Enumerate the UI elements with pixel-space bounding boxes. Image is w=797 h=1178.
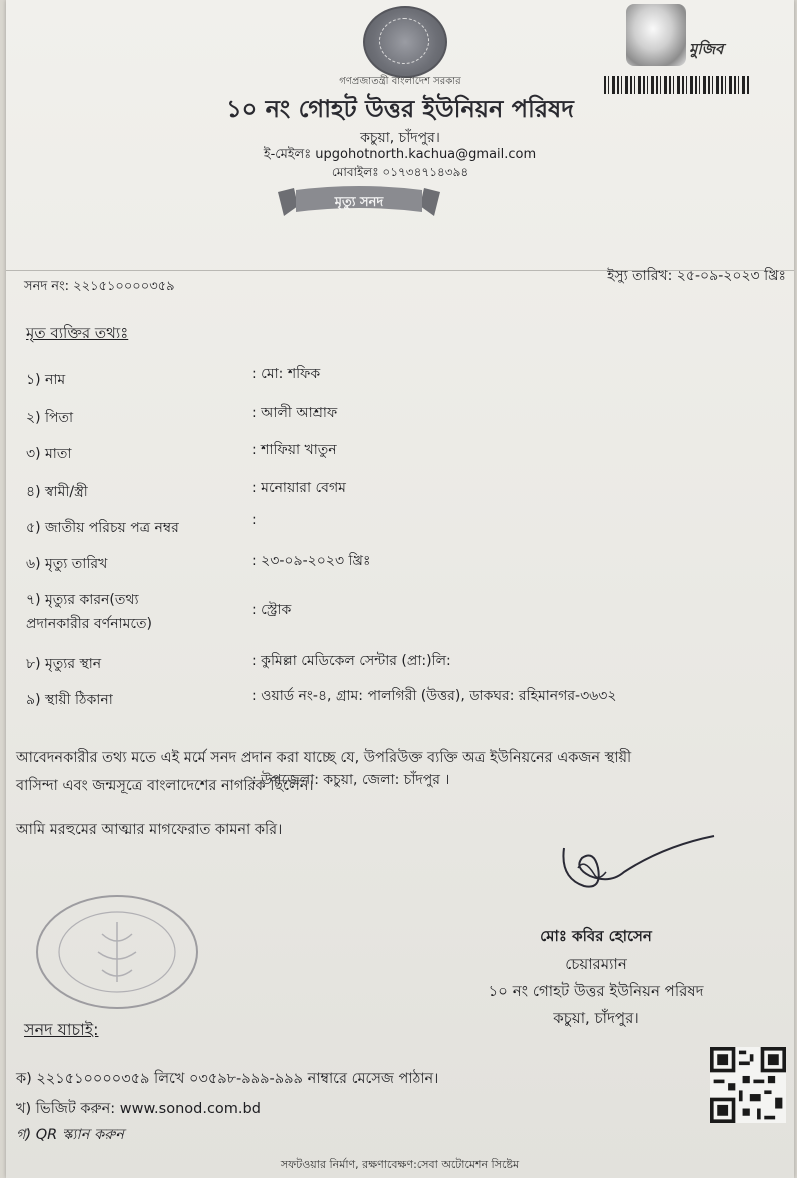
statement-line-1: আবেদনকারীর তথ্য মতে এই মর্মে সনদ প্রদান করা যাচ্ছে যে, উপরিউক্ত ব্যক্তি অত্র ইউনিয়নের একজন স্থায়ী — [16, 750, 632, 766]
field-label-name: ১) নাম — [26, 372, 66, 388]
chairman-location: কচুয়া, চাঁদপুর। — [553, 1009, 639, 1027]
certificate-paper — [6, 0, 794, 1178]
verify-website[interactable]: খ) ভিজিট করুন: www.sonod.com.bd — [16, 1101, 261, 1117]
chairman-title: চেয়ারম্যান — [565, 955, 627, 973]
chairman-name: মোঃ কবির হোসেন — [540, 927, 652, 945]
mujib-logo: মুজিব — [689, 40, 724, 58]
issue-date: ইস্যু তারিখ: ২৫-০৯-২০২৩ খ্রিঃ — [607, 268, 786, 284]
field-label-spouse: ৪) স্বামী/স্ত্রী — [26, 484, 88, 500]
deceased-section-title: মৃত ব্যক্তির তথ্যঃ — [26, 324, 129, 342]
field-value-spouse: : মনোয়ারা বেগম — [252, 480, 346, 496]
field-value-name: : মো: শফিক — [252, 366, 321, 382]
verification-title: সনদ যাচাই: — [24, 1020, 99, 1039]
field-label-death-date: ৬) মৃত্যু তারিখ — [26, 556, 108, 572]
government-emblem — [363, 6, 447, 78]
field-value-death-place: : কুমিল্লা মেডিকেল সেন্টার (প্রা:)লি: — [252, 653, 451, 669]
field-label-father: ২) পিতা — [26, 410, 74, 426]
council-location: কচুয়া, চাঁদপুর। — [360, 130, 440, 146]
field-label-cause-line2: প্রদানকারীর বর্ণনামতে) — [26, 616, 152, 632]
prayer-line: আমি মরহুমের আত্মার মাগফেরাত কামনা করি। — [16, 822, 283, 838]
council-mobile: মোবাইলঃ ০১৭৩৪৭১৪৩৯৪ — [331, 165, 469, 179]
field-label-cause: ৭) মৃত্যুর কারন(তথ্য — [26, 592, 139, 608]
council-email: ই-মেইলঃ upgohotnorth.kachua@gmail.com — [263, 147, 537, 162]
portrait-image — [626, 4, 686, 66]
software-footer: সফটওয়ার নির্মাণ, রক্ষণাবেক্ষণ:সেবা অটোমেশন সিষ্টেম — [280, 1158, 520, 1171]
verify-qr: গ) QR স্ক্যান করুন — [16, 1127, 124, 1143]
statement-line-2: বাসিন্দা এবং জন্মসূত্রে বাংলাদেশের নাগরিক ছিলেন। — [16, 778, 314, 794]
chairman-signature — [554, 828, 724, 898]
field-value-address-tail: : উপজেলা: কচুয়া, জেলা: চাঁদপুর । — [252, 772, 450, 788]
government-label: গণপ্রজাতন্ত্রী বাংলাদেশ সরকার — [339, 76, 461, 87]
field-value-address: : ওয়ার্ড নং-৪, গ্রাম: পালগিরী (উত্তর), ডাকঘর: রহিমানগর-৩৬৩২ — [252, 688, 617, 704]
chairman-council: ১০ নং গোহট উত্তর ইউনিয়ন পরিষদ — [488, 982, 704, 1000]
council-name: ১০ নং গোহট উত্তর ইউনিয়ন পরিষদ — [226, 95, 574, 123]
field-value-death-date: : ২৩-০৯-২০২৩ খ্রিঃ — [252, 553, 371, 569]
field-value-cause: : স্ট্রোক — [252, 602, 292, 618]
qr-code[interactable] — [710, 1047, 786, 1123]
sanad-number: সনদ নং: ২২১৫১০০০০৩৫৯ — [24, 279, 175, 294]
field-value-mother: : শাফিয়া খাতুন — [252, 442, 337, 458]
verify-sms: ক) ২২১৫১০০০০৩৫৯ লিখে ০৩৫৯৮-৯৯৯-৯৯৯ নাম্বারে মেসেজ পাঠান। — [16, 1071, 439, 1087]
field-label-death-place: ৮) মৃত্যুর স্থান — [26, 656, 102, 672]
certificate-title: মৃত্যু সনদ — [334, 195, 384, 210]
field-value-father: : আলী আশ্রাফ — [252, 405, 338, 421]
field-label-mother: ৩) মাতা — [26, 446, 72, 462]
union-seal — [32, 892, 202, 1012]
field-label-address: ৯) স্থায়ী ঠিকানা — [26, 692, 113, 708]
field-value-nid: : — [252, 512, 257, 528]
field-label-nid: ৫) জাতীয় পরিচয় পত্র নম্বর — [26, 520, 179, 536]
